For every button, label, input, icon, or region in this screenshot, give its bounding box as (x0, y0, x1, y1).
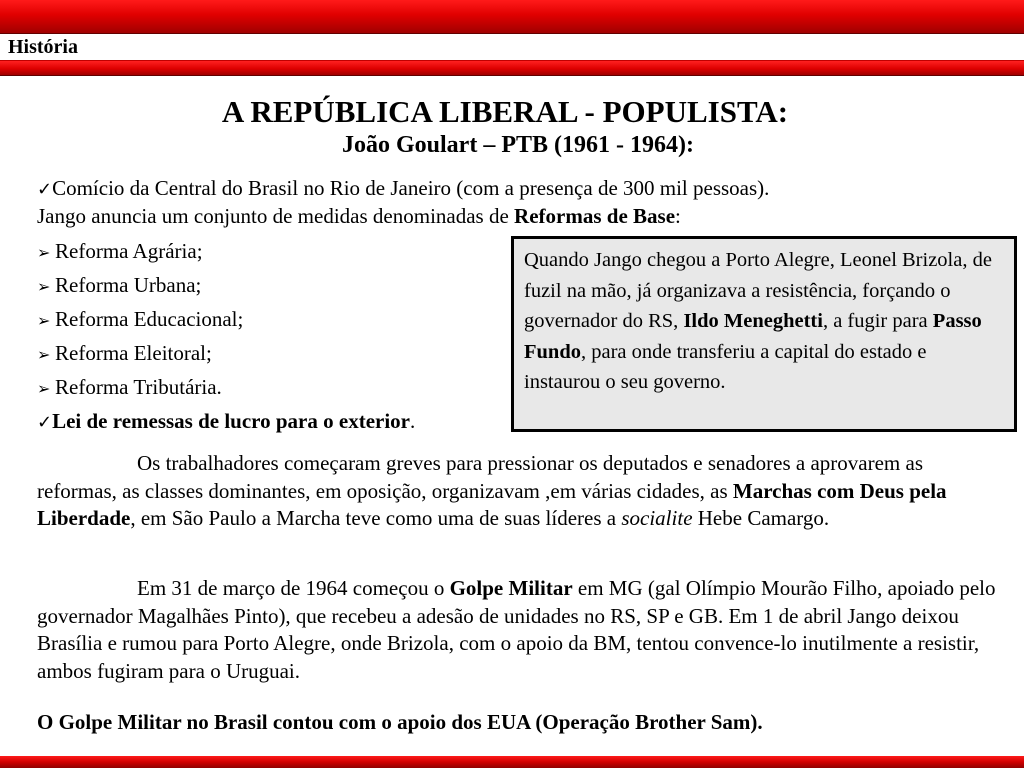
box-bold-passo-fundo: Passo Fundo (524, 310, 982, 363)
para2-part1: Em 31 de março de 1964 começou o (137, 576, 450, 600)
slide-subtitle: João Goulart – PTB (1961 - 1964): (342, 132, 694, 158)
subject-band (0, 34, 1024, 61)
golpe-militar-term: Golpe Militar (449, 576, 573, 600)
closing-statement: O Golpe Militar no Brasil contou com o apoio dos EUA (Operação Brother Sam). (37, 710, 763, 734)
list-item (37, 306, 507, 340)
intro-line1: Comício da Central do Brasil no Rio de Janeiro (com a presença de 300 mil pessoas). (52, 176, 770, 200)
reformas-de-base-term: Reformas de Base (514, 204, 676, 228)
arrow-bullet-icon: ➢ (37, 311, 51, 330)
arrow-bullet-icon: ➢ (37, 243, 51, 262)
box-text-part1: Quando Jango chegou a Porto Alegre, Leonel Brizola, de fuzil na mão, já organizava a resistência, forçando o governador do RS, (524, 249, 992, 332)
paragraph-military-coup (37, 575, 997, 685)
intro-line2-suffix: : (675, 204, 681, 228)
footer-red-bar (0, 756, 1024, 768)
subject-label: História (8, 36, 78, 58)
arrow-bullet-icon: ➢ (37, 345, 51, 364)
header-red-bar (0, 0, 1024, 34)
list-item (37, 238, 507, 272)
check-icon: ✓ (37, 412, 53, 433)
arrow-bullet-icon: ➢ (37, 379, 51, 398)
socialite-term: socialite (621, 506, 693, 530)
box-text-part2: , a fugir para (822, 310, 933, 332)
arrow-bullet-icon: ➢ (37, 277, 51, 296)
para1-part2: , em São Paulo a Marcha teve como uma de suas líderes a (130, 506, 622, 530)
para2-part2: em MG (gal Olímpio Mourão Filho, apoiado pelo governador Magalhães Pinto), que recebeu a adesão de unidades no RS, SP e GB. Em 1 de abril Jango deixou Brasília e rumou para Porto Alegre, onde Brizola, com o apoio da BM, tentou convence-lo inutilmente a resistir, ambos fugiram para o Uruguai. (37, 576, 996, 683)
intro-text (37, 175, 997, 230)
box-bold-ildo-meneghetti: Ildo Meneghetti (683, 310, 823, 332)
list-item-label: Reforma Eleitoral; (55, 341, 212, 365)
box-text-part3: , para onde transferiu a capital do estado e instaurou o seu governo. (524, 340, 927, 393)
header-red-stripe (0, 61, 1024, 76)
law-item-suffix: . (410, 409, 416, 433)
para1-part3: Hebe Camargo. (692, 506, 830, 530)
list-item (37, 374, 507, 408)
reforms-list (37, 238, 507, 408)
law-item (37, 408, 415, 436)
list-item (37, 340, 507, 374)
list-item (37, 272, 507, 306)
brizola-info-box (511, 236, 1017, 432)
list-item-label: Reforma Tributária. (55, 375, 222, 399)
intro-line2-prefix: Jango anuncia um conjunto de medidas denominadas de (37, 204, 515, 228)
law-item-label: Lei de remessas de lucro para o exterior (52, 409, 410, 433)
list-item-label: Reforma Urbana; (55, 273, 202, 297)
marchas-term: Marchas com Deus pela Liberdade (37, 478, 947, 530)
list-item-label: Reforma Agrária; (55, 239, 203, 263)
check-icon: ✓ (37, 179, 53, 200)
slide-title: A REPÚBLICA LIBERAL - POPULISTA: (221, 94, 789, 129)
para1-part1: Os trabalhadores começaram greves para pressionar os deputados e senadores a aprovarem as reformas, as classes dominantes, em oposição, organizavam ,em várias cidades, as (37, 451, 924, 503)
list-item-label: Reforma Educacional; (55, 307, 244, 331)
paragraph-workers-strikes (37, 450, 997, 533)
